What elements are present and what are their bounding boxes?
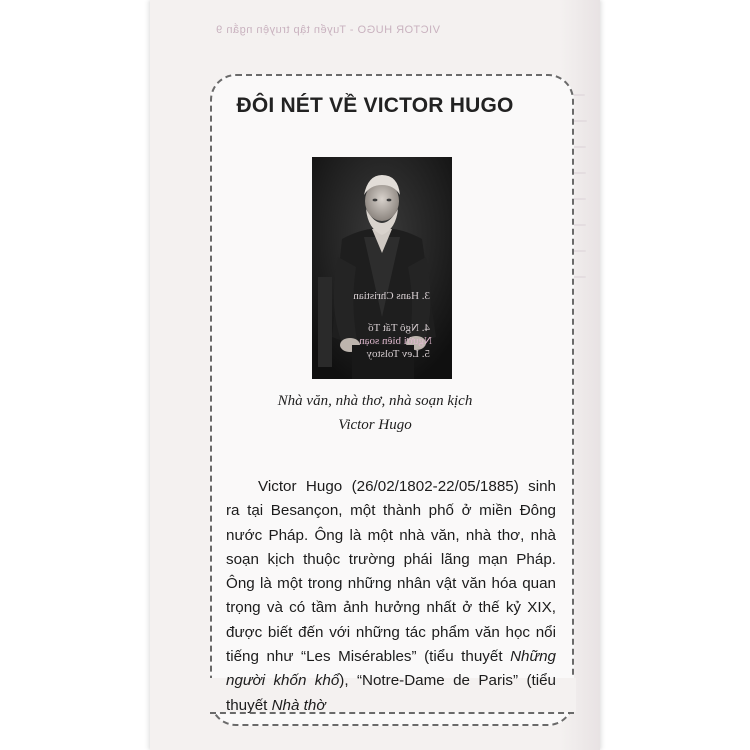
biography-text-part1: Victor Hugo (26/02/1802-22/05/1885) sinh ra tại Besançon, một thành phố ở miền Đông nước Pháp. Ông là một nhà văn, nhà thơ, nhà soạn kịch thuộc trường phái lãng mạn Pháp. Ông là một trong những nhân vật văn hóa quan trọng và có tầm ảnh hưởng nhất ở thế kỷ XIX, được biết đến với những tác phẩm văn học nổi tiếng như “Les Misérables” (tiểu thuyết <box>226 478 556 666</box>
bleed-text: 5. Lev Tolstoy <box>366 348 430 360</box>
bleed-text: 4. Ngô Tất Tố <box>368 322 430 334</box>
biography-paragraph <box>226 475 556 718</box>
box-title: ĐÔI NÉT VỀ VICTOR HUGO <box>236 94 514 117</box>
bleed-text: 3. Hans Christian <box>353 290 430 302</box>
bleed-through-header: VICTOR HUGO - Tuyển tập truyện ngắn 9 <box>215 24 440 36</box>
portrait-caption-line2: Victor Hugo <box>338 417 412 433</box>
biography-text-part2: ), “Notre-Dame de Paris” (tiểu thuyết <box>226 672 556 714</box>
bleed-text: Người biên soạn <box>359 335 432 347</box>
biography-italic-title2: Nhà thờ <box>271 696 326 714</box>
portrait-caption-line1: Nhà văn, nhà thơ, nhà soạn kịch <box>277 393 473 409</box>
biography-italic-title1: Những người khốn khổ <box>226 648 556 690</box>
